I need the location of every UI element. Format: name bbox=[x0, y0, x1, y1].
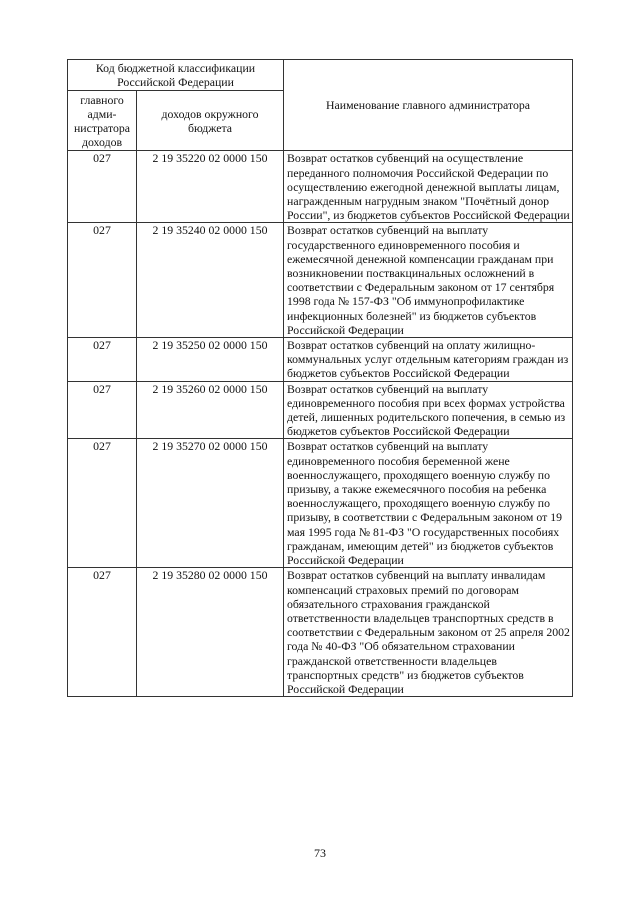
admin-name-cell: Возврат остатков субвенций на выплату единовременного пособия беременной жене военнослужащего, проходящего военную службу по призыву, а также ежемесячного пособия на ребенка военнослужащего, проходящего военную службу по призыву, в соответствии с Федеральным законом от 19 мая 1995 года № 81-ФЗ "О государственных пособиях гражданам, имеющим детей" из бюджетов субъектов Российской Федерации bbox=[284, 439, 573, 568]
admin-code-cell: 027 bbox=[68, 338, 137, 382]
table-row bbox=[68, 223, 573, 338]
table-row bbox=[68, 151, 573, 223]
admin-name-cell: Возврат остатков субвенций на выплату единовременного пособия при всех формах устройства детей, лишенных родительского попечения, в семью из бюджетов субъектов Российской Федерации bbox=[284, 381, 573, 439]
header-row-group bbox=[68, 60, 573, 91]
admin-name-cell: Возврат остатков субвенций на осуществление переданного полномочия Российской Федерации по осуществлению ежегодной денежной выплаты лицам, награжденным нагрудным знаком "Почётный донор России", из бюджетов субъектов Российской Федерации bbox=[284, 151, 573, 223]
revenue-code-header: доходов окружного бюджета bbox=[137, 91, 284, 151]
admin-code-cell: 027 bbox=[68, 439, 137, 568]
revenue-code-cell: 2 19 35260 02 0000 150 bbox=[137, 381, 284, 439]
admin-name-cell: Возврат остатков субвенций на оплату жилищно-коммунальных услуг отдельным категориям граждан из бюджетов субъектов Российской Федерации bbox=[284, 338, 573, 382]
table-row bbox=[68, 381, 573, 439]
budget-code-group-header: Код бюджетной классификации Российской Федерации bbox=[68, 60, 284, 91]
budget-classification-table bbox=[67, 59, 573, 697]
admin-code-cell: 027 bbox=[68, 568, 137, 697]
table-row bbox=[68, 338, 573, 382]
revenue-code-cell: 2 19 35220 02 0000 150 bbox=[137, 151, 284, 223]
revenue-code-cell: 2 19 35250 02 0000 150 bbox=[137, 338, 284, 382]
table-row bbox=[68, 439, 573, 568]
admin-code-cell: 027 bbox=[68, 151, 137, 223]
admin-name-cell: Возврат остатков субвенций на выплату инвалидам компенсаций страховых премий по договорам обязательного страхования гражданской ответственности владельцев транспортных средств в соответствии с Федеральным законом от 25 апреля 2002 года № 40-ФЗ "Об обязательном страховании гражданской ответственности владельцев транспортных средств" из бюджетов субъектов Российской Федерации bbox=[284, 568, 573, 697]
document-page bbox=[67, 59, 572, 697]
revenue-code-cell: 2 19 35240 02 0000 150 bbox=[137, 223, 284, 338]
revenue-code-cell: 2 19 35270 02 0000 150 bbox=[137, 439, 284, 568]
admin-name-cell: Возврат остатков субвенций на выплату государственного единовременного пособия и ежемесячной денежной компенсации гражданам при возникновении поствакцинальных осложнений в соответствии с Федеральным законом от 17 сентября 1998 года № 157-ФЗ "Об иммунопрофилактике инфекционных болезней" из бюджетов субъектов Российской Федерации bbox=[284, 223, 573, 338]
main-admin-code-header: главного адми-нистратора доходов bbox=[68, 91, 137, 151]
page-number: 73 bbox=[314, 846, 326, 860]
revenue-code-cell: 2 19 35280 02 0000 150 bbox=[137, 568, 284, 697]
admin-code-cell: 027 bbox=[68, 381, 137, 439]
table-row bbox=[68, 568, 573, 697]
admin-code-cell: 027 bbox=[68, 223, 137, 338]
admin-name-header: Наименование главного администратора bbox=[284, 60, 573, 151]
